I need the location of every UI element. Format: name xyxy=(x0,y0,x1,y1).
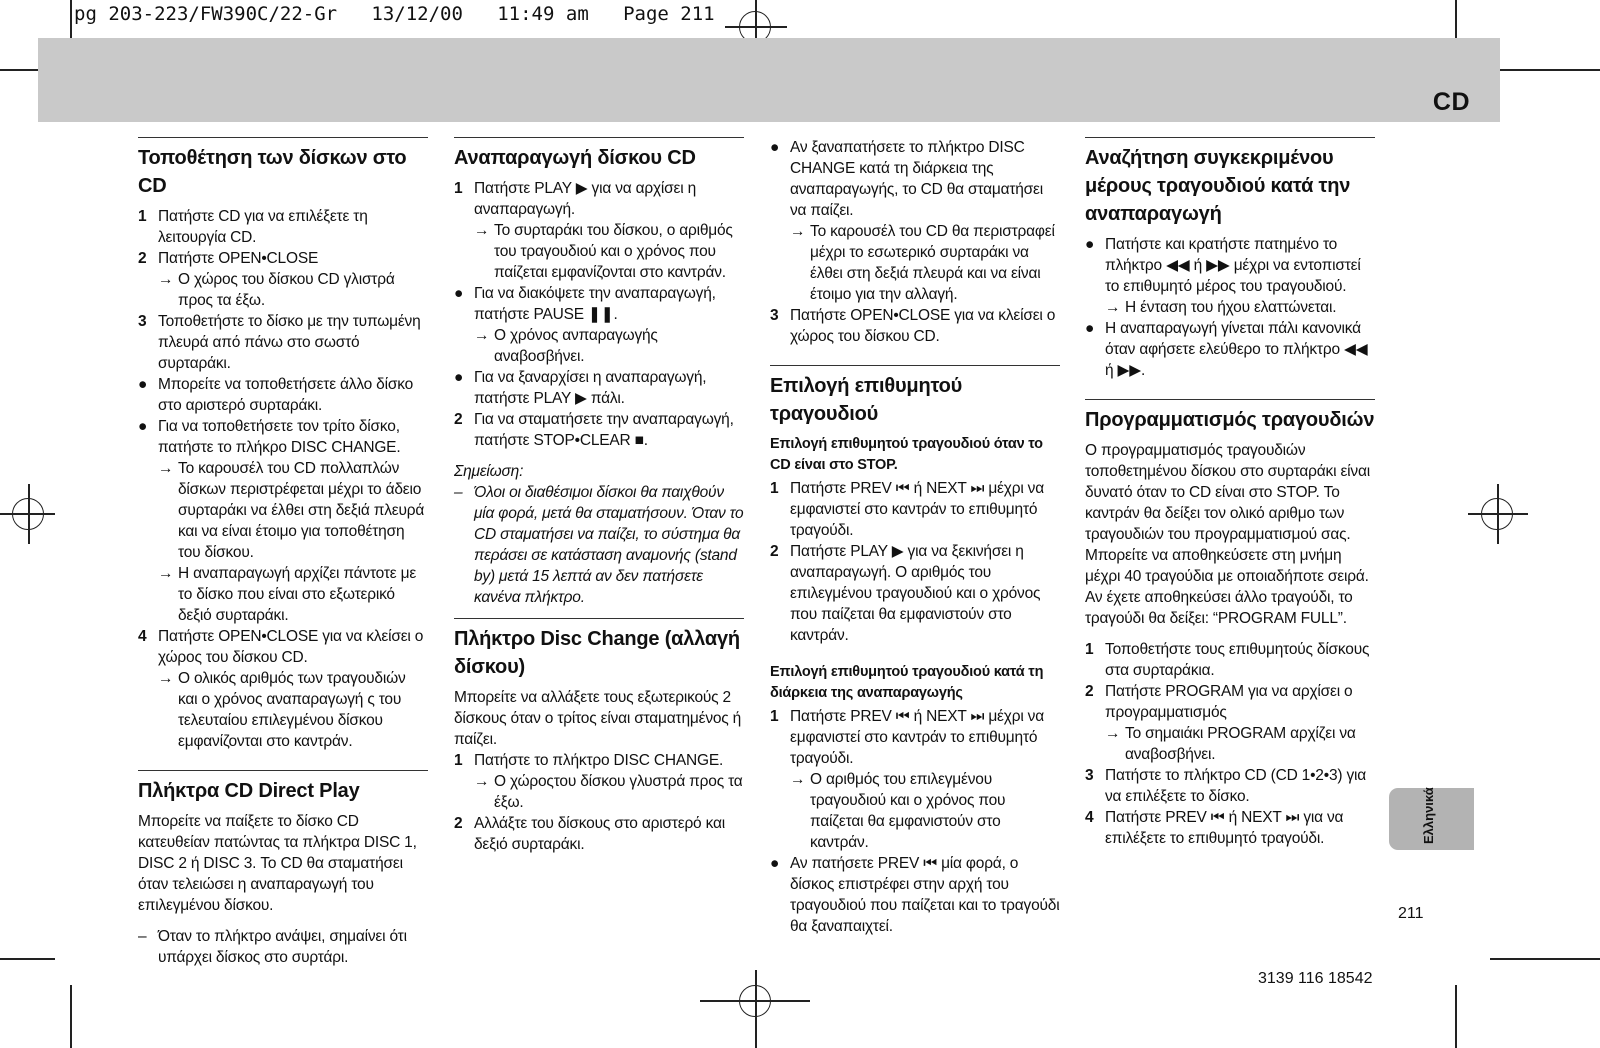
bullet-item xyxy=(138,374,428,416)
bullet-text: Αν πατήσετε PREV ⏮ μία φορά, ο δίσκος επιστρέφει στην αρχή του τραγουδιού που παίζεται και το τραγούδι θα ξαναπαιχτεί. xyxy=(790,855,1060,935)
arrow-icon: → xyxy=(790,771,806,788)
step-text: Πατήστε PLAY ▶ για να αρχίσει η αναπαραγωγή. xyxy=(474,180,697,218)
bullet-item xyxy=(454,367,744,409)
step-1 xyxy=(454,178,744,220)
note-line xyxy=(138,926,428,968)
step-number: 1 xyxy=(770,480,779,497)
step-number: 1 xyxy=(454,180,463,197)
heading-programming: Προγραμματισμός τραγουδιών xyxy=(1085,409,1375,431)
registration-mark xyxy=(700,1000,810,1002)
registration-mark xyxy=(725,26,787,28)
step-text: Πατήστε PROGRAM για να αρχίσει ο προγραμματισμός xyxy=(1105,683,1353,721)
bullet-text: Για να διακόψετε την αναπαραγωγή, πατήστε PAUSE ❚❚. xyxy=(474,285,716,323)
step-2 xyxy=(454,409,744,451)
result-text: Ο αριθμός του επιλεγμένου τραγουδιού και ο χρόνος που παίζεται θα εμφανιστούν στο καντράν. xyxy=(810,771,1006,851)
registration-mark xyxy=(1468,513,1528,515)
crop-mark xyxy=(70,985,72,1048)
result-line xyxy=(138,668,428,752)
result-line xyxy=(770,221,1060,305)
arrow-icon: → xyxy=(158,670,174,687)
arrow-icon: → xyxy=(158,565,174,582)
bullet-icon: ● xyxy=(138,376,148,393)
result-text: Το καρουσέλ του CD πολλαπλών δίσκων περιστρέφεται μέχρι το άδειο συρταράκι να έλθει στη δεξιά πλευρά και να είναι έτοιμο για τοποθέτηση του δίσκου. xyxy=(178,460,425,561)
registration-mark xyxy=(755,970,757,1048)
arrow-icon: → xyxy=(158,460,174,477)
bullet-text: Μπορείτε να τοποθετήσετε άλλο δίσκο στο αριστερό συρταράκι. xyxy=(158,376,413,414)
step-text: Πατήστε PREV ⏮ ή NEXT ⏭ μέχρι να εμφανιστεί στο καντράν το επιθυμητό τραγούδι. xyxy=(790,480,1044,539)
arrow-icon: → xyxy=(1105,299,1121,316)
bullet-text: Αν ξαναπατήσετε το πλήκτρο DISC CHANGE κατά τη διάρκεια της αναπαραγωγής, το CD θα σταματήσει να παίζει. xyxy=(790,139,1043,219)
step-number: 2 xyxy=(138,250,147,267)
bullet-icon: ● xyxy=(1085,236,1095,253)
crop-mark xyxy=(1490,69,1600,71)
step-number: 1 xyxy=(1085,641,1094,658)
step-text: Πατήστε το πλήκτρο CD (CD 1•2•3) για να επιλέξετε το δίσκο. xyxy=(1105,767,1367,805)
header-band xyxy=(38,38,1500,122)
bullet-item xyxy=(138,416,428,458)
section-rule xyxy=(138,137,428,138)
step-number: 2 xyxy=(770,543,779,560)
step-text: Τοποθετήστε το δίσκο με την τυπωμένη πλευρά από πάνω στο σωστό συρταράκι. xyxy=(158,313,421,372)
result-line xyxy=(454,325,744,367)
result-text: Ο ολικός αριθμός των τραγουδιών και ο χρόνος αναπαραγωγή ς του τελευταίου επιλεγμένου δίσκου εμφανίζονται στο καντράν. xyxy=(178,670,406,750)
section-rule xyxy=(770,365,1060,366)
step-1 xyxy=(454,750,744,771)
note-text: Όλοι οι διαθέσιμοι δίσκοι θα παιχθούν μία φορά, μετά θα σταματήσουν. Όταν το CD σταματήσει να παίζει, το σύστημα θα περάσει σε κατάσταση αναμονής (stand by) μετά 15 λεπτά αν δεν πατήσετε κανένα πλήκτρο. xyxy=(474,484,744,606)
bullet-icon: ● xyxy=(770,139,780,156)
result-line xyxy=(770,769,1060,853)
result-text: Το συρταράκι του δίσκου, ο αριθμός του τραγουδιού και ο χρόνος που παίζεται εμφανίζονται στο καντράν. xyxy=(494,222,733,281)
result-line xyxy=(454,220,744,283)
step-text: Πατήστε PLAY ▶ για να ξεκινήσει η αναπαραγωγή. Ο αριθμός του επιλεγμένου τραγουδιού και ο χρόνος που παίζεται θα εμφανιστούν στο καντράν. xyxy=(790,543,1041,644)
step-number: 3 xyxy=(138,313,147,330)
step-number: 3 xyxy=(1085,767,1094,784)
step-1 xyxy=(1085,639,1375,681)
step-number: 3 xyxy=(770,307,779,324)
result-text: Ο χώροςτου δίσκου γλυστρά προς τα έξω. xyxy=(494,773,743,811)
bullet-text: Πατήστε και κρατήστε πατημένο το πλήκτρο ◀◀ ή ▶▶ μέχρι να εντοπιστεί το επιθυμητό μέρος του τραγουδιού. xyxy=(1105,236,1361,295)
crop-mark xyxy=(0,958,55,960)
step-1 xyxy=(138,206,428,248)
note-text: Όταν το πλήκτρο ανάψει, σημαίνει ότι υπάρχει δίσκος στο συρτάρι. xyxy=(158,928,407,966)
registration-mark xyxy=(0,513,55,515)
heading-loading-discs: Τοποθέτηση των δίσκων στο CD xyxy=(138,147,407,197)
arrow-icon: → xyxy=(474,327,490,344)
step-text: Πατήστε CD για να επιλέξετε τη λειτουργία CD. xyxy=(158,208,368,246)
heading-disc-change: Πλήκτρο Disc Change (αλλαγή δίσκου) xyxy=(454,628,740,678)
bullet-icon: ● xyxy=(454,369,464,386)
step-text: Πατήστε OPEN•CLOSE xyxy=(158,250,319,267)
bullet-icon: ● xyxy=(138,418,148,435)
paragraph: Ο προγραμματισμός τραγουδιών τοποθετημένου δίσκου στο συρταράκι είναι δυνατό όταν το CD είναι στο STOP. Το καντράν θα δείξει τον ολικό αριθμο των τραγουδιών του προγραμματισμού σας. Μπορείτε να αποθηκεύσετε στη μνήμη μέχρι 40 τραγούδια με οποιαδήποτε σειρά. Αν έχετε αποθηκεύσει άλλο τραγούδι, το τραγούδι θα δείξει: “PROGRAM FULL”. xyxy=(1085,442,1370,627)
arrow-icon: → xyxy=(474,773,490,790)
result-text: Το σημαιάκι PROGRAM αρχίζει να αναβοσβήνει. xyxy=(1125,725,1356,763)
step-text: Πατήστε PREV ⏮ ή NEXT ⏭ για να επιλέξετε το επιθυμητό τραγούδι. xyxy=(1105,809,1344,847)
column-2 xyxy=(454,137,744,855)
bullet-text: Για να ξαναρχίσει η αναπαραγωγή, πατήστε PLAY ▶ πάλι. xyxy=(474,369,707,407)
result-text: Το καρουσέλ του CD θα περιστραφεί μέχρι το εσωτερικό συρταράκι να έλθει στη δεξιά πλευρά και να είναι έτοιμο για την αλλαγή. xyxy=(810,223,1055,303)
arrow-icon: → xyxy=(158,271,174,288)
section-rule xyxy=(454,137,744,138)
step-2 xyxy=(1085,681,1375,723)
step-text: Πατήστε OPEN•CLOSE για να κλείσει ο χώρος του δίσκου CD. xyxy=(790,307,1056,345)
result-text: Ο χρόνος ανπαραγωγής αναβοσβήνει. xyxy=(494,327,658,365)
step-number: 2 xyxy=(1085,683,1094,700)
result-line xyxy=(1085,723,1375,765)
result-line xyxy=(138,269,428,311)
column-3 xyxy=(770,137,1060,937)
arrow-icon: → xyxy=(790,223,806,240)
column-4 xyxy=(1085,137,1375,849)
bullet-item xyxy=(1085,234,1375,297)
step-2 xyxy=(138,248,428,269)
catalog-code: 3139 116 18542 xyxy=(1258,970,1373,987)
subheading-stop: Επιλογή επιθυμητού τραγουδιού όταν το CD είναι στο STOP. xyxy=(770,436,1043,473)
section-rule xyxy=(138,770,428,771)
step-2 xyxy=(454,813,744,855)
heading-direct-play: Πλήκτρα CD Direct Play xyxy=(138,780,360,802)
step-1 xyxy=(770,706,1060,769)
language-tab-label: Ελληνικά xyxy=(1421,787,1436,844)
dash-icon: – xyxy=(454,484,463,501)
result-line xyxy=(1085,297,1375,318)
bullet-text: Η αναπαραγωγή γίνεται πάλι κανονικά όταν αφήσετε ελεύθερο το πλήκτρο ◀◀ ή ▶▶. xyxy=(1105,320,1368,379)
step-text: Αλλάξτε του δίσκους στο αριστερό και δεξιό συρταράκι. xyxy=(474,815,725,853)
language-tab xyxy=(1389,788,1474,850)
paragraph: Μπορείτε να παίξετε το δίσκο CD κατευθείαν πατώντας τα πλήκτρα DISC 1, DISC 2 ή DISC 3. Το CD θα σταματήσει όταν τελειώσει η αναπαραγωγή του επιλεγμένου δίσκου. xyxy=(138,813,417,914)
note-line xyxy=(454,482,744,608)
step-text: Πατήστε το πλήκτρο DISC CHANGE. xyxy=(474,752,724,769)
heading-search: Αναζήτηση συγκεκριμένου μέρους τραγουδιού κατά την αναπαραγωγή xyxy=(1085,147,1351,225)
step-text: Πατήστε OPEN•CLOSE για να κλείσει ο χώρος του δίσκου CD. xyxy=(158,628,424,666)
dash-icon: – xyxy=(138,928,147,945)
crop-mark xyxy=(1490,958,1600,960)
step-number: 1 xyxy=(770,708,779,725)
result-line xyxy=(454,771,744,813)
print-slug: pg 203-223/FW390C/22-Gr 13/12/00 11:49 am Page 211 xyxy=(74,3,715,25)
bullet-item xyxy=(770,853,1060,937)
step-text: Τοποθετήστε τους επιθυμητούς δίσκους στα συρταράκια. xyxy=(1105,641,1370,679)
result-text: Η ένταση του ήχου ελαττώνεται. xyxy=(1125,299,1337,316)
step-3 xyxy=(770,305,1060,347)
step-4 xyxy=(138,626,428,668)
result-line xyxy=(138,458,428,563)
step-text: Για να σταματήσετε την αναπαραγωγή, πατήστε STOP•CLEAR ■. xyxy=(474,411,734,449)
crop-mark xyxy=(1455,985,1457,1048)
subheading-during-playback: Επιλογή επιθυμητού τραγουδιού κατά τη διάρκεια της αναπαραγωγής xyxy=(770,664,1044,701)
bullet-item xyxy=(770,137,1060,221)
step-1 xyxy=(770,478,1060,541)
bullet-item xyxy=(1085,318,1375,381)
section-rule xyxy=(1085,399,1375,400)
bullet-icon: ● xyxy=(454,285,464,302)
heading-cd-playback: Αναπαραγωγή δίσκου CD xyxy=(454,147,696,169)
section-tab-cd: CD xyxy=(1432,88,1470,116)
step-number: 4 xyxy=(1085,809,1094,826)
step-text: Πατήστε PREV ⏮ ή NEXT ⏭ μέχρι να εμφανιστεί στο καντράν το επιθυμητό τραγούδι. xyxy=(790,708,1044,767)
result-line xyxy=(138,563,428,626)
step-3 xyxy=(1085,765,1375,807)
result-text: Ο χώρος του δίσκου CD γλιστρά προς τα έξω. xyxy=(178,271,395,309)
step-number: 2 xyxy=(454,815,463,832)
arrow-icon: → xyxy=(1105,725,1121,742)
paragraph: Μπορείτε να αλλάξετε τους εξωτερικούς 2 δίσκους όταν ο τρίτος είναι σταματημένος ή παίζει. xyxy=(454,689,742,748)
bullet-text: Για να τοποθετήσετε τον τρίτο δίσκο, πατήστε το πλήκρο DISC CHANGE. xyxy=(158,418,401,456)
bullet-icon: ● xyxy=(1085,320,1095,337)
heading-track-select: Επιλογή επιθυμητού τραγουδιού xyxy=(770,375,963,425)
section-rule xyxy=(454,618,744,619)
section-rule xyxy=(1085,137,1375,138)
bullet-icon: ● xyxy=(770,855,780,872)
step-number: 1 xyxy=(454,752,463,769)
step-4 xyxy=(1085,807,1375,849)
bullet-item xyxy=(454,283,744,325)
step-number: 1 xyxy=(138,208,147,225)
step-2 xyxy=(770,541,1060,646)
column-1 xyxy=(138,137,428,968)
note-heading: Σημείωση: xyxy=(454,463,524,480)
step-number: 4 xyxy=(138,628,147,645)
result-text: Η αναπαραγωγή αρχίζει πάντοτε με το δίσκο που είναι στο εξωτερικό δεξιό συρταράκι. xyxy=(178,565,417,624)
page-number: 211 xyxy=(1398,905,1424,922)
step-3 xyxy=(138,311,428,374)
arrow-icon: → xyxy=(474,222,490,239)
step-number: 2 xyxy=(454,411,463,428)
